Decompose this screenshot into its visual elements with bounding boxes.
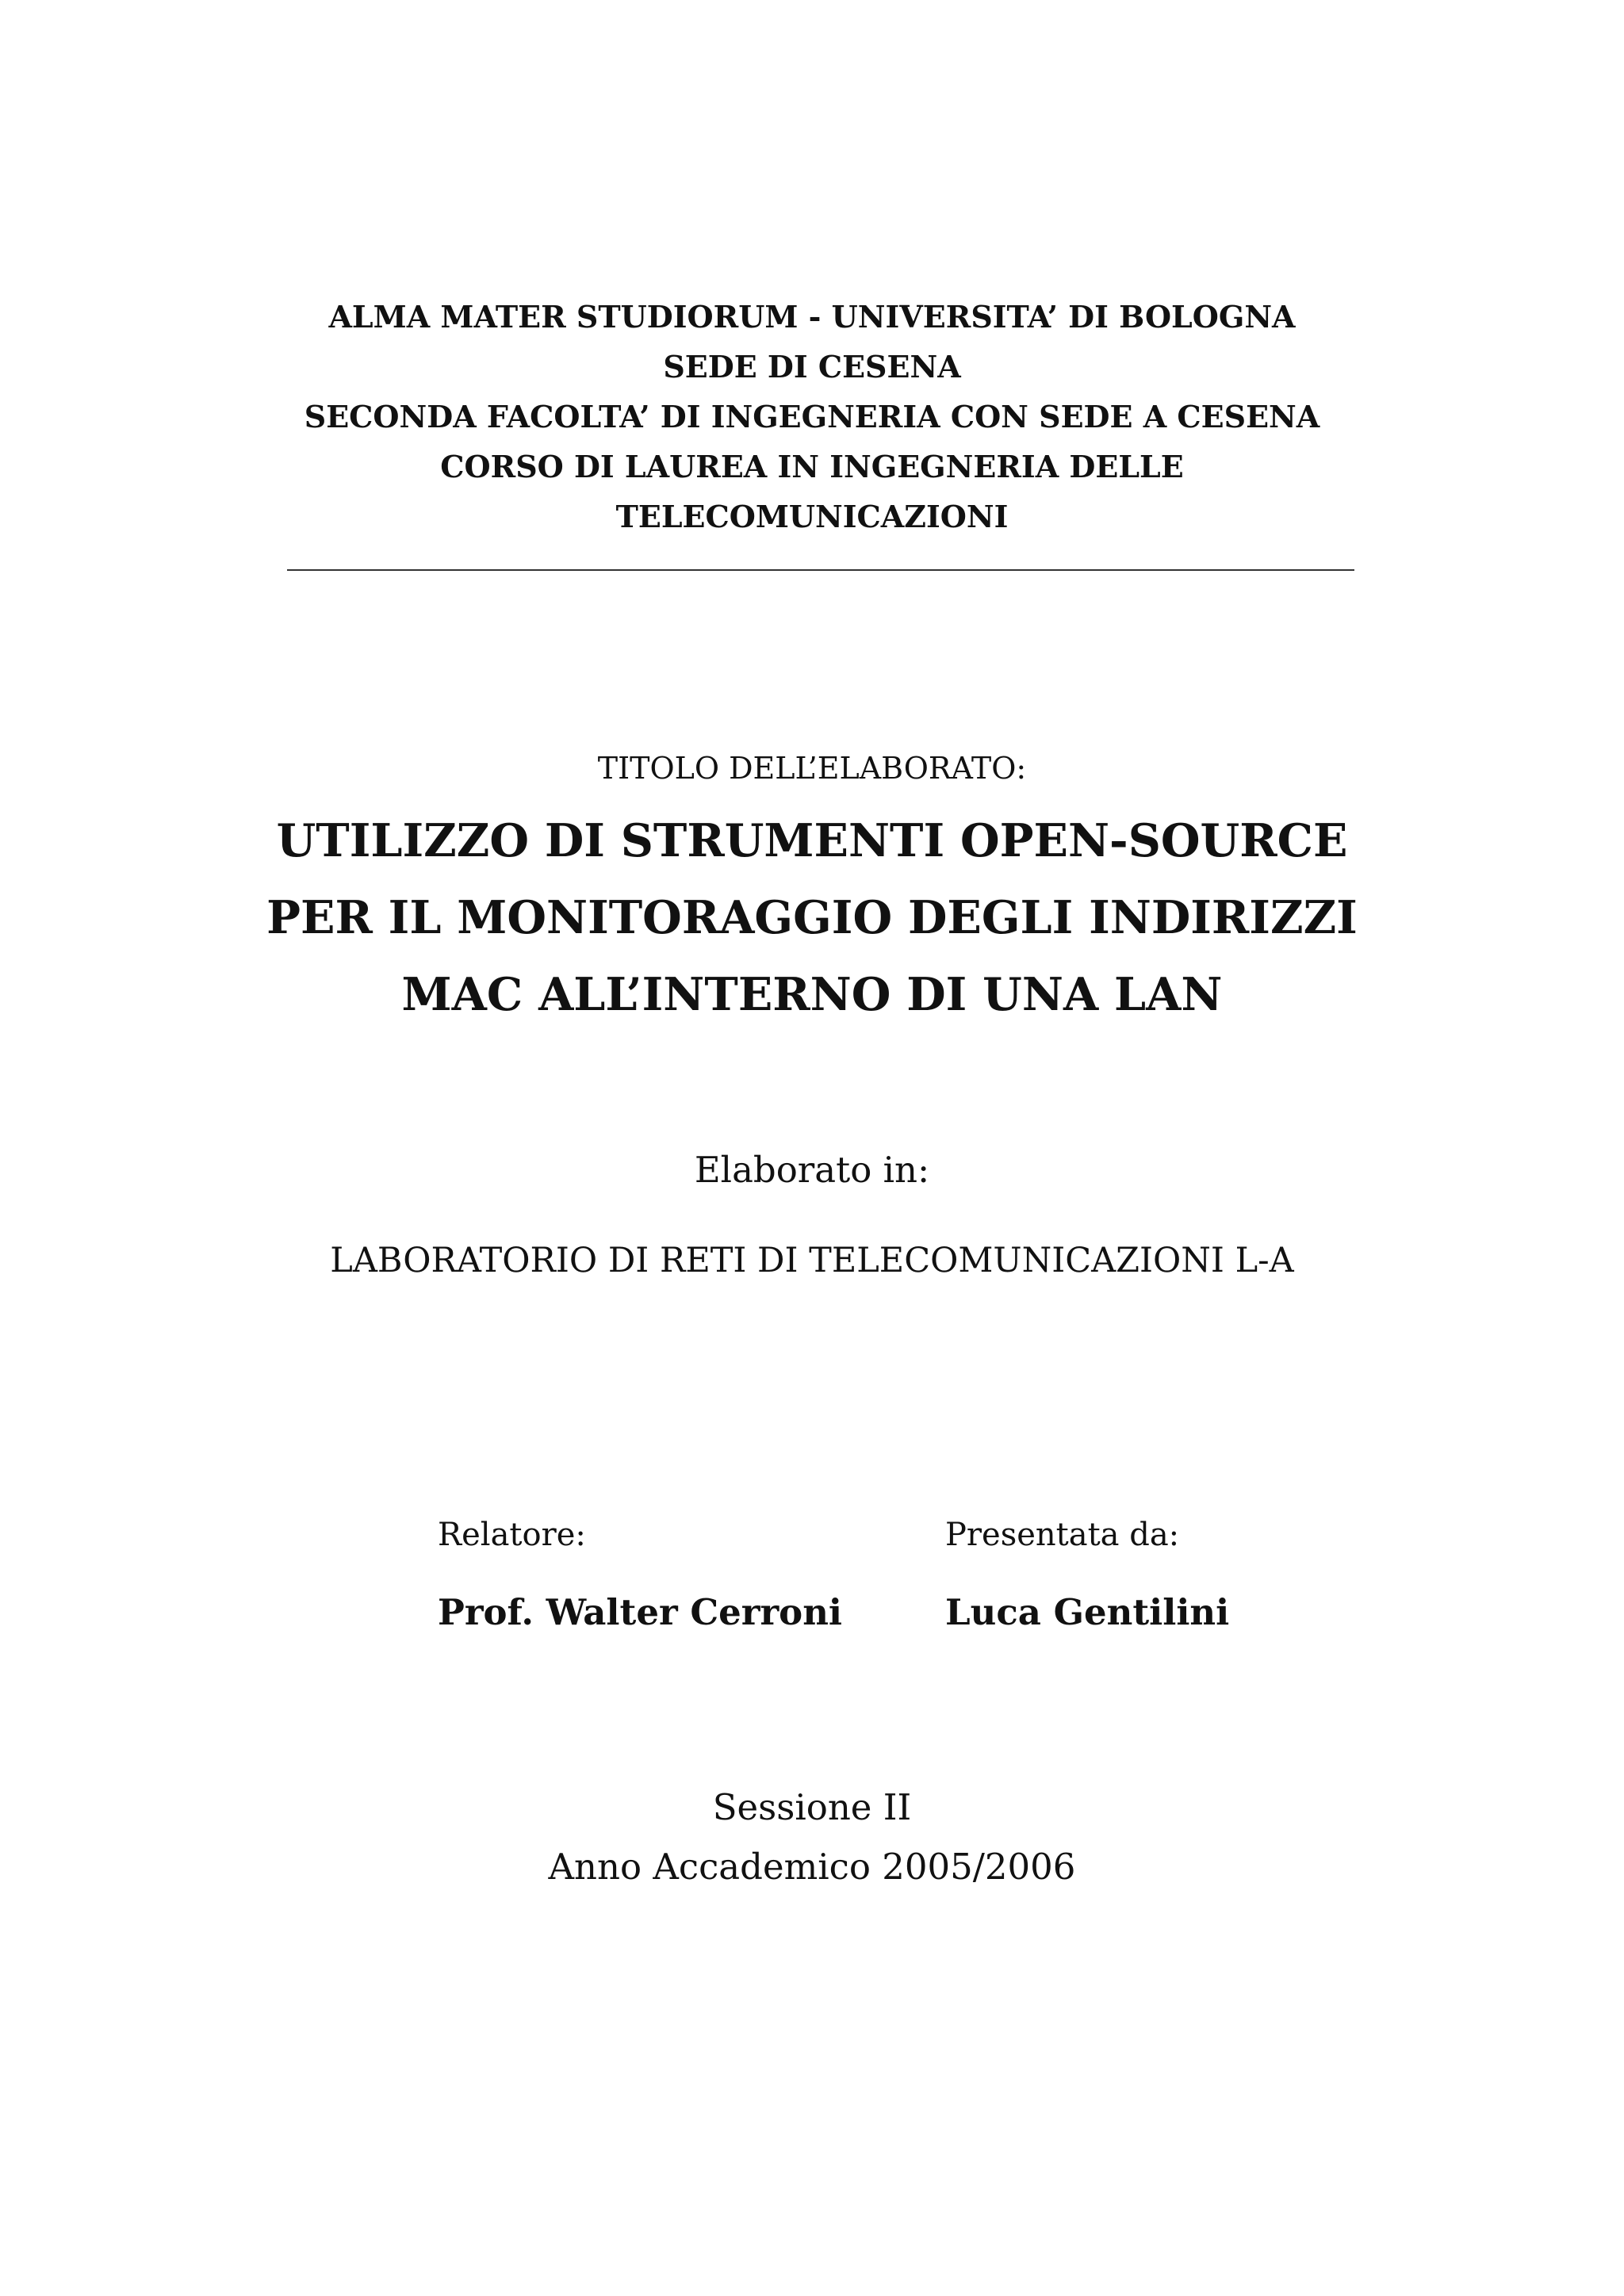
header-divider bbox=[287, 569, 1354, 571]
author-name: Luca Gentilini bbox=[945, 1591, 1230, 1633]
author-role: Presentata da: bbox=[945, 1517, 1180, 1553]
campus-name: SEDE DI CESENA bbox=[663, 349, 961, 385]
advisor-block bbox=[438, 1513, 993, 1636]
session-block bbox=[0, 1784, 1624, 1891]
university-name: ALMA MATER STUDIORUM - UNIVERSITA’ DI BOLOGNA bbox=[328, 299, 1296, 335]
course-name: LABORATORIO DI RETI DI TELECOMUNICAZIONI L-A bbox=[330, 1241, 1294, 1280]
thesis-title bbox=[0, 802, 1624, 1033]
degree-course-line-1: CORSO DI LAUREA IN INGEGNERIA DELLE bbox=[440, 449, 1184, 484]
thesis-title-label: TITOLO DELL’ELABORATO: bbox=[597, 751, 1027, 786]
elaborato-label: Elaborato in: bbox=[694, 1149, 930, 1191]
academic-year: Anno Accademico 2005/2006 bbox=[548, 1846, 1076, 1888]
degree-course-line-2: TELECOMUNICAZIONI bbox=[615, 499, 1009, 534]
author-block bbox=[945, 1513, 1500, 1636]
faculty-name: SECONDA FACOLTA’ DI INGEGNERIA CON SEDE A CESENA bbox=[304, 399, 1320, 434]
thesis-title-line-2: PER IL MONITORAGGIO DEGLI INDIRIZZI bbox=[266, 891, 1358, 944]
institution-header bbox=[0, 292, 1624, 541]
thesis-title-line-3: MAC ALL’INTERNO DI UNA LAN bbox=[401, 968, 1223, 1021]
thesis-title-line-1: UTILIZZO DI STRUMENTI OPEN-SOURCE bbox=[276, 814, 1348, 867]
advisor-role: Relatore: bbox=[438, 1517, 586, 1553]
advisor-name: Prof. Walter Cerroni bbox=[438, 1591, 843, 1633]
session-label: Sessione II bbox=[712, 1786, 912, 1828]
